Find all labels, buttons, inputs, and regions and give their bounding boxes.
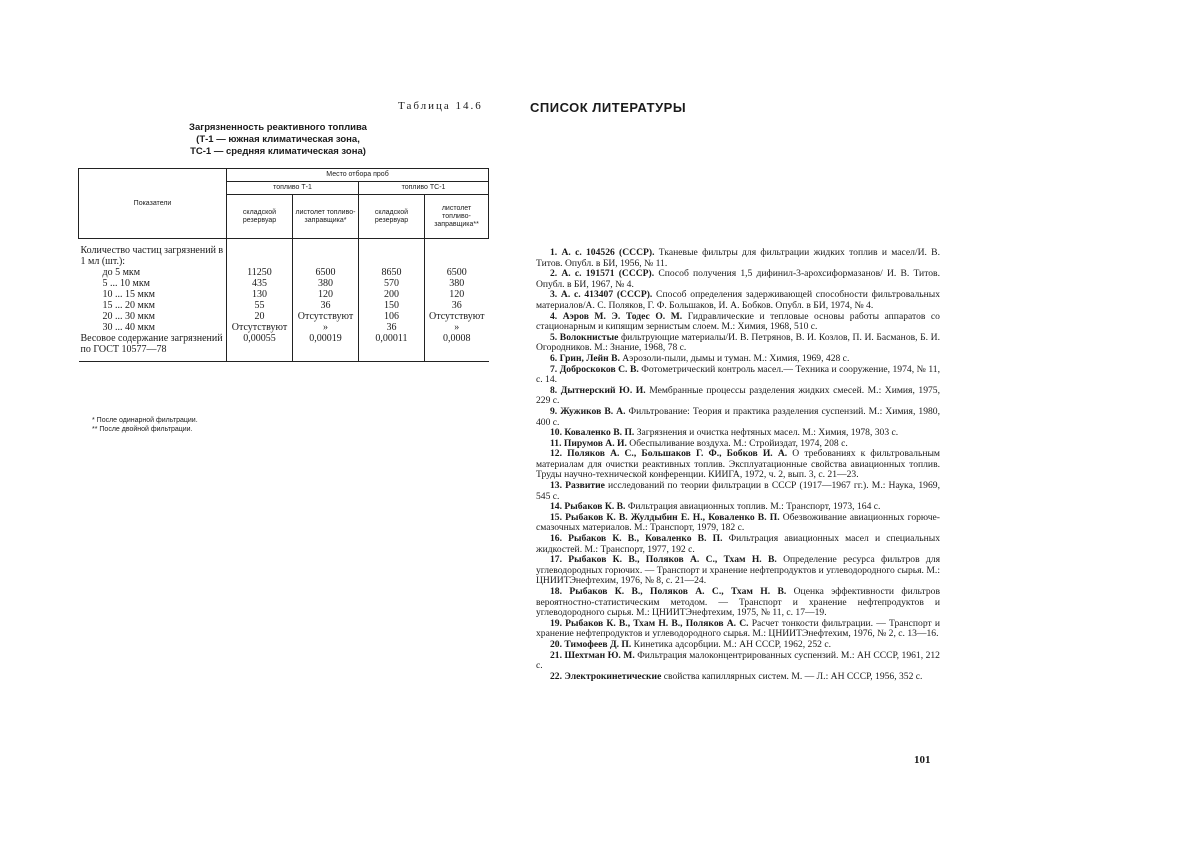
reference-author: 10. Коваленко В. П.	[550, 427, 635, 439]
reference-author: 15. Рыбаков К. В. Жулдыбин Е. Н., Коваленко В. П.	[550, 511, 780, 523]
indicator-header: Показатели	[79, 169, 227, 239]
reference-text: Кинетика адсорбции. М.: АН СССР, 1962, 252 с.	[631, 638, 831, 650]
table-row	[79, 322, 489, 333]
cell: 130	[227, 289, 293, 300]
reference-item	[536, 407, 940, 428]
reference-author: 13. Развитие	[550, 480, 605, 492]
reference-item	[536, 449, 940, 481]
cell: 435	[227, 278, 293, 289]
row-label: 5 ... 10 мкм	[102, 278, 151, 289]
cell: Отсутствуют	[293, 311, 359, 322]
footnote: * После одинарной фильтрации.	[92, 417, 198, 424]
cell: Отсутствуют	[227, 322, 293, 333]
reference-author: 5. Волокнистые	[550, 331, 619, 343]
table-row	[79, 289, 489, 300]
table-row	[79, 333, 489, 362]
reference-author: 8. Дытнерский Ю. И.	[550, 384, 646, 396]
cell: 20	[227, 311, 293, 322]
row-label: 10 ... 15 мкм	[102, 289, 156, 300]
reference-author: 19. Рыбаков К. В., Тхам Н. В., Поляков А. С.	[550, 617, 749, 629]
cell	[227, 239, 293, 268]
reference-item	[536, 312, 940, 333]
reference-author: 11. Пирумов А. И.	[550, 437, 627, 449]
table-row	[79, 239, 489, 268]
reference-text: Тканевые фильтры для фильтрации жидких топлив и масел/И. В. Титов. Опубл. в БИ, 1956, № 11.	[536, 247, 940, 269]
reference-text: О требованиях к фильтровальным материалам для очистки реактивных топлив. Эксплуатационные свойства авиационных топлив. Труды научно-технической конференции. КИИГА, 1972, ч. 2, вып. 3, с. 21—23.	[536, 448, 940, 481]
column-header: складской резервуар	[359, 195, 425, 239]
reference-item	[536, 248, 940, 269]
reference-text: Фильтрация авиационных топлив. М.: Транспорт, 1973, 164 с.	[625, 501, 881, 513]
footnote: ** После двойной фильтрации.	[92, 426, 193, 433]
cell: 0,00019	[293, 333, 359, 362]
reference-item	[536, 333, 940, 354]
caption-line: ТС-1 — средняя климатическая зона)	[190, 146, 366, 157]
reference-item	[536, 481, 940, 502]
row-label: Количество частиц загрязнений в 1 мл (шт.):	[80, 245, 224, 267]
fuel-header-ts1: топливо ТС-1	[359, 182, 489, 195]
cell: 55	[227, 300, 293, 311]
reference-author: 21. Шехтман Ю. М.	[550, 649, 635, 661]
cell: 6500	[425, 267, 489, 278]
reference-text: Определение ресурса фильтров для углеводородных горючих. — Транспорт и хранение нефтепродуктов и углеводородного сырья. М.: ЦНИИТЭнефтехим, 1976, № 8, с. 21—24.	[536, 554, 940, 587]
reference-author: 7. Доброскоков С. В.	[550, 363, 639, 375]
cell: 120	[425, 289, 489, 300]
reference-item	[536, 672, 940, 683]
column-header: листолет топливо-заправщика**	[425, 195, 489, 239]
reference-text: Способ определения задерживающей способности фильтровальных материалов/А. С. Поляков, Г. Ф. Большаков, И. А. Бобков. Опубл. в БИ, 1974, № 4.	[536, 289, 940, 311]
cell	[293, 239, 359, 268]
reference-author: 1. А. с. 104526 (СССР).	[550, 247, 655, 258]
cell: 0,00011	[359, 333, 425, 362]
cell: 6500	[293, 267, 359, 278]
reference-item	[536, 534, 940, 555]
cell: 200	[359, 289, 425, 300]
cell: 570	[359, 278, 425, 289]
cell: 36	[425, 300, 489, 311]
reference-text: фильтрующие материалы/И. В. Петрянов, В. И. Козлов, П. И. Басманов, Б. И. Огородников. М.: Знание, 1968, 78 с.	[536, 331, 940, 354]
cell	[359, 239, 425, 268]
cell: »	[425, 322, 489, 333]
cell: »	[293, 322, 359, 333]
reference-author: 14. Рыбаков К. В.	[550, 501, 626, 513]
reference-item	[536, 619, 940, 640]
reference-author: 20. Тимофеев Д. П.	[550, 638, 632, 650]
column-header: складской резервуар	[227, 195, 293, 239]
reference-text: Способ получения 1,5 дифинил-3-арохсиформазанов/ И. В. Титов. Опубл. в БИ, 1967, № 4.	[536, 268, 940, 290]
row-label: 30 ... 40 мкм	[102, 322, 156, 333]
reference-text: свойства капиллярных систем. М. — Л.: АН СССР, 1956, 352 с.	[661, 670, 923, 682]
cell: 120	[293, 289, 359, 300]
reference-item	[536, 386, 940, 407]
cell: 11250	[227, 267, 293, 278]
fuel-header-t1: топливо Т-1	[227, 182, 359, 195]
reference-author: 6. Грин, Лейн В.	[550, 352, 620, 364]
table-row	[79, 278, 489, 289]
caption-line: Загрязненность реактивного топлива	[189, 122, 367, 133]
row-label: Весовое содержание загрязнений по ГОСТ 10577—78	[80, 333, 223, 355]
table-footnotes	[92, 416, 198, 434]
reference-item	[536, 269, 940, 290]
reference-author: 22. Электрокинетические	[550, 670, 662, 682]
reference-text: Фильтрация авиационных масел и специальных жидкостей. М.: Транспорт, 1977, 192 с.	[536, 533, 940, 555]
table-label: Таблица 14.6	[398, 100, 483, 112]
caption-line: (Т-1 — южная климатическая зона,	[196, 134, 360, 145]
references-list	[536, 248, 940, 682]
reference-text: Расчет тонкости фильтрации. — Транспорт и хранение нефтепродуктов и углеводородного сырья. М.: ЦНИИТЭнефтехим, 1976, № 2, с. 13—16.	[536, 617, 940, 640]
cell: 0,0008	[425, 333, 489, 362]
cell: 36	[359, 322, 425, 333]
reference-text: Гидравлические и тепловые основы работы аппаратов со стационарным и кипящим зернистым слоем. М.: Химия, 1968, 510 с.	[536, 310, 940, 333]
table-caption	[168, 122, 388, 158]
reference-text: Обеспыливание воздуха. М.: Стройиздат, 1974, 208 с.	[626, 437, 848, 449]
row-label: до 5 мкм	[102, 267, 141, 278]
reference-text: Фотометрический контроль масел.— Техника и сооружение, 1974, № 11, с. 14.	[536, 363, 941, 386]
reference-author: 18. Рыбаков К. В., Поляков А. С., Тхам Н. В.	[550, 586, 787, 597]
reference-text: исследований по теории фильтрации в СССР (1917—1967 гг.). М.: Наука, 1969, 545 с.	[536, 480, 940, 502]
references-heading: СПИСОК ЛИТЕРАТУРЫ	[530, 100, 687, 115]
contamination-table	[78, 168, 489, 362]
reference-item	[536, 365, 940, 386]
sampling-header: Место отбора проб	[227, 169, 489, 182]
reference-author: 12. Поляков А. С., Большаков Г. Ф., Бобков И. А.	[550, 448, 788, 460]
cell: 36	[293, 300, 359, 311]
row-label: 20 ... 30 мкм	[102, 311, 156, 322]
cell: 0,00055	[227, 333, 293, 362]
reference-text: Фильтрация малоконцентрированных суспензий. М.: АН СССР, 1961, 212 с.	[536, 649, 940, 672]
row-label: 15 ... 20 мкм	[102, 300, 156, 311]
reference-author: 3. А. с. 413407 (СССР).	[550, 289, 653, 301]
column-header: листолет топливо-заправщика*	[293, 195, 359, 239]
reference-text: Мембранные процессы разделения жидких смесей. М.: Химия, 1975, 229 с.	[536, 384, 940, 407]
cell: 380	[425, 278, 489, 289]
reference-item	[536, 555, 940, 587]
reference-item	[536, 513, 940, 534]
cell: 380	[293, 278, 359, 289]
reference-text: Оценка эффективности фильтров вероятностно-статистическим методом. — Транспорт и хранение нефтепродуктов и углеводородного сырья. М.: ЦНИИТЭнефтехим, 1975, № 11, с. 17—19.	[536, 586, 940, 619]
reference-author: 17. Рыбаков К. В., Поляков А. С., Тхам Н. В.	[550, 554, 777, 566]
reference-item	[536, 290, 940, 311]
reference-text: Обезвоживание авиационных горюче-смазочных материалов. М.: Транспорт, 1979, 182 с.	[536, 511, 940, 534]
page-number: 101	[914, 754, 931, 766]
reference-author: 9. Жужиков В. А.	[550, 405, 626, 417]
cell: 150	[359, 300, 425, 311]
reference-item	[536, 587, 940, 619]
reference-text: Загрязнения и очистка нефтяных масел. М.: Химия, 1978, 303 с.	[634, 427, 899, 439]
table-row	[79, 267, 489, 278]
reference-author: 4. Аэров М. Э. Тодес О. М.	[550, 310, 683, 322]
reference-text: Аэрозоли-пыли, дымы и туман. М.: Химия, 1969, 428 с.	[619, 352, 850, 364]
reference-author: 2. А. с. 191571 (СССР).	[550, 268, 655, 280]
cell	[425, 239, 489, 268]
reference-item	[536, 651, 940, 672]
cell: 8650	[359, 267, 425, 278]
reference-text: Фильтрование: Теория и практика разделения суспензий. М.: Химия, 1980, 400 с.	[536, 405, 940, 428]
table-row	[79, 311, 489, 322]
cell: Отсутствуют	[425, 311, 489, 322]
reference-author: 16. Рыбаков К. В., Коваленко В. П.	[550, 533, 723, 545]
table-row	[79, 300, 489, 311]
cell: 106	[359, 311, 425, 322]
